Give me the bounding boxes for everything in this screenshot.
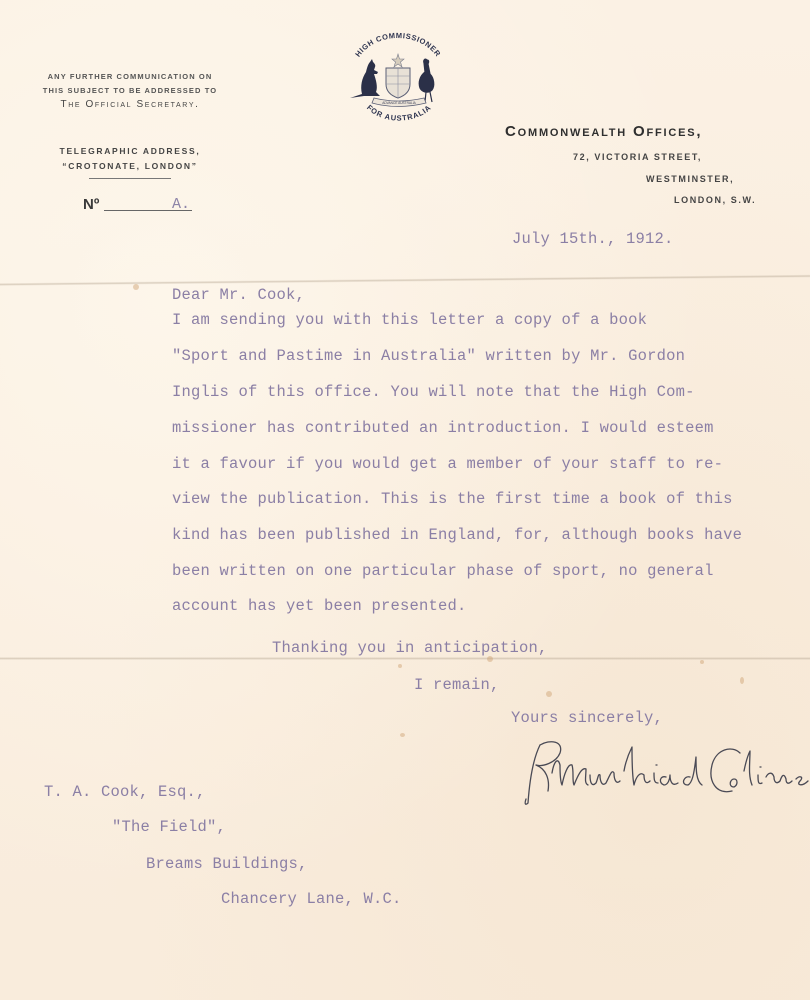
recipient-street: Chancery Lane, W.C.	[221, 890, 402, 908]
paper-stain	[398, 664, 402, 668]
svg-text:ADVANCE AUSTRALIA: ADVANCE AUSTRALIA	[382, 101, 416, 105]
recipient-building: Breams Buildings,	[146, 855, 308, 873]
telegraphic-address-label: TELEGRAPHIC ADDRESS,	[59, 146, 201, 156]
letter-date: July 15th., 1912.	[512, 230, 674, 248]
paper-stain	[740, 677, 744, 684]
paper-stain	[700, 660, 704, 664]
paper-stain	[400, 733, 405, 737]
communication-note-line1: ANY FURTHER COMMUNICATION ON	[47, 72, 213, 81]
reference-number-value: A.	[172, 196, 191, 213]
address-district: WESTMINSTER,	[646, 174, 735, 184]
body-line: "Sport and Pastime in Australia" written by Mr. Gordon	[172, 347, 686, 365]
body-line: it a favour if you would get a member of your staff to re-	[172, 455, 724, 473]
body-line: account has yet been presented.	[172, 597, 467, 615]
body-line: I am sending you with this letter a copy of a book	[172, 311, 648, 329]
body-line: been written on one particular phase of sport, no general	[172, 562, 714, 580]
communication-note-line2: THIS SUBJECT TO BE ADDRESSED TO	[42, 86, 218, 95]
paper-fold-lower	[0, 657, 810, 660]
paper-fold-upper	[0, 275, 810, 286]
closing-sign-off: Yours sincerely,	[511, 709, 664, 727]
body-line: missioner has contributed an introduction. I would esteem	[172, 419, 714, 437]
letterhead-right-block	[505, 123, 702, 140]
recipient-publication: "The Field",	[112, 818, 227, 836]
body-line: Inglis of this office. You will note that the High Com-	[172, 383, 695, 401]
svg-text:FOR AUSTRALIA: FOR AUSTRALIA	[365, 102, 433, 123]
paper-stain	[546, 691, 552, 697]
svg-text:HIGH COMMISSIONER: HIGH COMMISSIONER	[353, 32, 443, 59]
closing-thanks: Thanking you in anticipation,	[272, 639, 548, 657]
telegraphic-address-value: “CROTONATE, LONDON”	[62, 161, 198, 171]
letterhead-left-block	[30, 70, 230, 179]
coat-of-arms-icon	[340, 32, 455, 127]
recipient-name: T. A. Cook, Esq.,	[44, 783, 206, 801]
handwritten-signature	[520, 735, 810, 815]
commonwealth-offices-title: Commonwealth Offices,	[505, 123, 703, 140]
body-line: kind has been published in England, for, although books have	[172, 526, 743, 544]
closing-remain: I remain,	[414, 676, 500, 694]
reference-number-label: Nº	[83, 196, 100, 213]
body-line: view the publication. This is the first time a book of this	[172, 490, 733, 508]
address-city: LONDON, S.W.	[674, 195, 757, 205]
salutation: Dear Mr. Cook,	[172, 286, 306, 304]
divider	[89, 178, 171, 179]
paper-stain	[133, 284, 139, 290]
official-secretary: The Official Secretary.	[60, 99, 200, 110]
address-street: 72, VICTORIA STREET,	[573, 152, 703, 162]
